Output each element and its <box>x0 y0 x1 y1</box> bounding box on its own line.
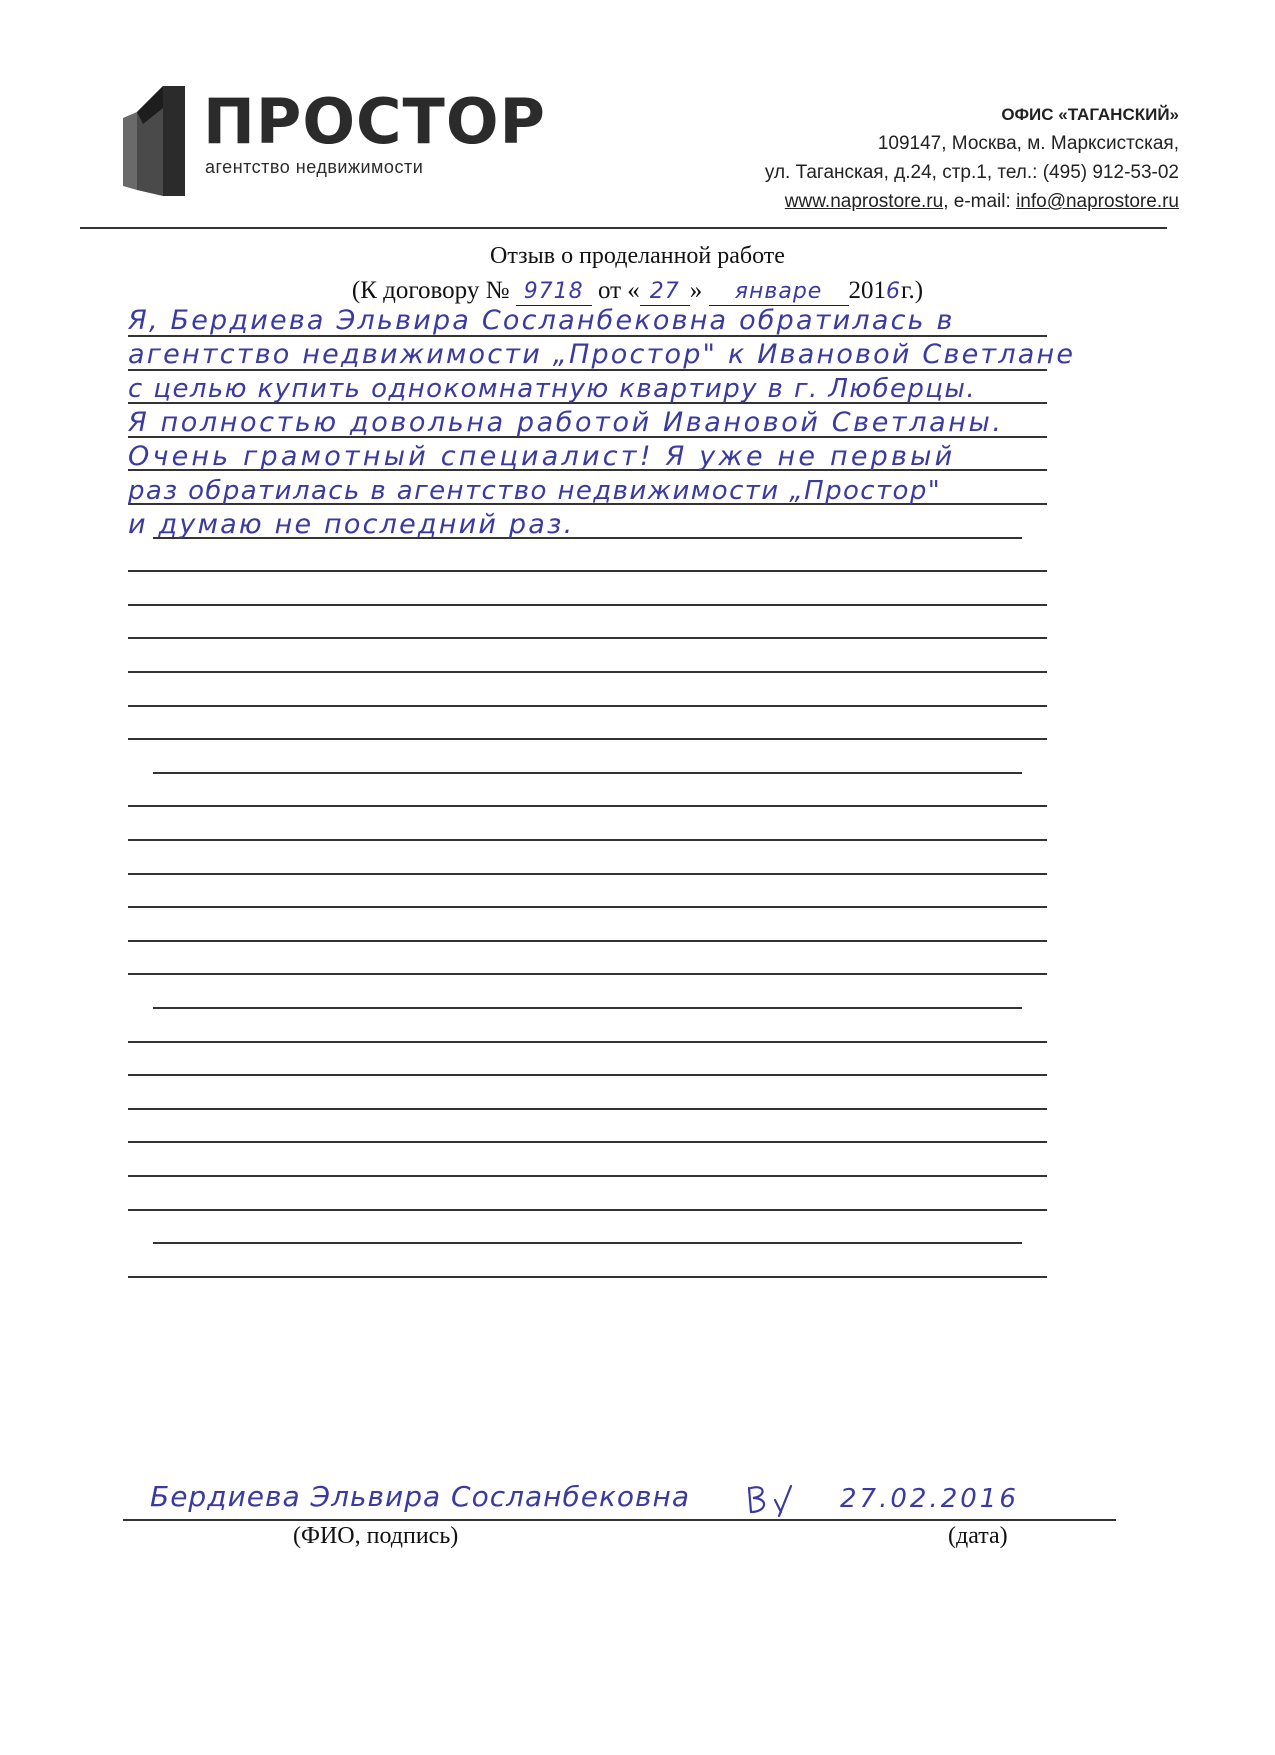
ruled-line <box>128 805 1047 807</box>
review-line: Очень грамотный специалист! Я уже не первый <box>128 441 956 472</box>
ruled-line <box>128 1276 1047 1278</box>
ruled-line <box>128 839 1047 841</box>
email-link[interactable]: info@naprostore.ru <box>1016 191 1179 212</box>
ruled-line <box>128 604 1047 606</box>
review-line: Я полностью довольна работой Ивановой Светланы. <box>128 407 1004 438</box>
office-title: ОФИС «ТАГАНСКИЙ» <box>1001 105 1179 124</box>
brand-logo-icon <box>123 86 185 196</box>
review-line: Я, Бердиева Эльвира Сосланбековна обратилась в <box>128 305 955 336</box>
ruled-line <box>153 1242 1022 1244</box>
year-digit: 6 <box>886 279 902 304</box>
brand-name: ПРОСТОР <box>203 85 546 158</box>
year-prefix: 201 <box>848 277 887 304</box>
ruled-line <box>153 772 1022 774</box>
form-title: Отзыв о проделанной работе <box>490 243 785 269</box>
header-divider <box>80 227 1167 229</box>
ruled-line <box>128 1041 1047 1043</box>
office-contacts <box>619 100 1179 216</box>
ruled-line <box>128 637 1047 639</box>
brand-tagline: агентство недвижимости <box>205 157 424 177</box>
signature-rule <box>123 1519 1116 1521</box>
website-link[interactable]: www.naprostore.ru <box>784 191 944 212</box>
email-label: , e-mail: <box>943 191 1017 212</box>
year-suffix: г.) <box>901 277 924 304</box>
office-address-line2: ул. Таганская, д.24, стр.1, тел.: (495) 912-53-02 <box>764 162 1179 183</box>
ruled-line <box>128 1209 1047 1211</box>
review-line: и думаю не последний раз. <box>128 509 575 540</box>
from-label: от « <box>597 277 640 304</box>
ruled-line <box>153 1007 1022 1009</box>
fio-label: (ФИО, подпись) <box>293 1523 459 1549</box>
contract-line <box>0 277 1275 306</box>
ruled-line <box>128 940 1047 942</box>
review-line: с целью купить однокомнатную квартиру в г. Люберцы. <box>128 374 976 404</box>
day-close: » <box>689 277 703 304</box>
ruled-line <box>128 671 1047 673</box>
contract-prefix: (К договору № <box>351 277 510 304</box>
review-line: раз обратилась в агентство недвижимости „Простор" <box>128 476 942 506</box>
ruled-line <box>128 738 1047 740</box>
ruled-line <box>128 1108 1047 1110</box>
ruled-line <box>128 705 1047 707</box>
ruled-line <box>128 1175 1047 1177</box>
ruled-line <box>128 973 1047 975</box>
office-web-line <box>619 187 1179 216</box>
date-label: (дата) <box>948 1523 1008 1549</box>
signature-name: Бердиева Эльвира Сосланбековна <box>150 1480 690 1513</box>
signature-scribble-icon <box>745 1482 795 1518</box>
review-line: агентство недвижимости „Простор" к Ивановой Светлане <box>128 339 1076 370</box>
ruled-line <box>128 906 1047 908</box>
ruled-line <box>128 570 1047 572</box>
contract-month: январе <box>709 279 849 306</box>
office-address-line1: 109147, Москва, м. Марксистская, <box>877 133 1179 154</box>
ruled-line <box>128 873 1047 875</box>
ruled-line <box>128 1074 1047 1076</box>
contract-number: 9718 <box>516 279 592 306</box>
signature-date: 27.02.2016 <box>840 1484 1019 1514</box>
contract-day: 27 <box>640 279 690 306</box>
ruled-line <box>128 1141 1047 1143</box>
